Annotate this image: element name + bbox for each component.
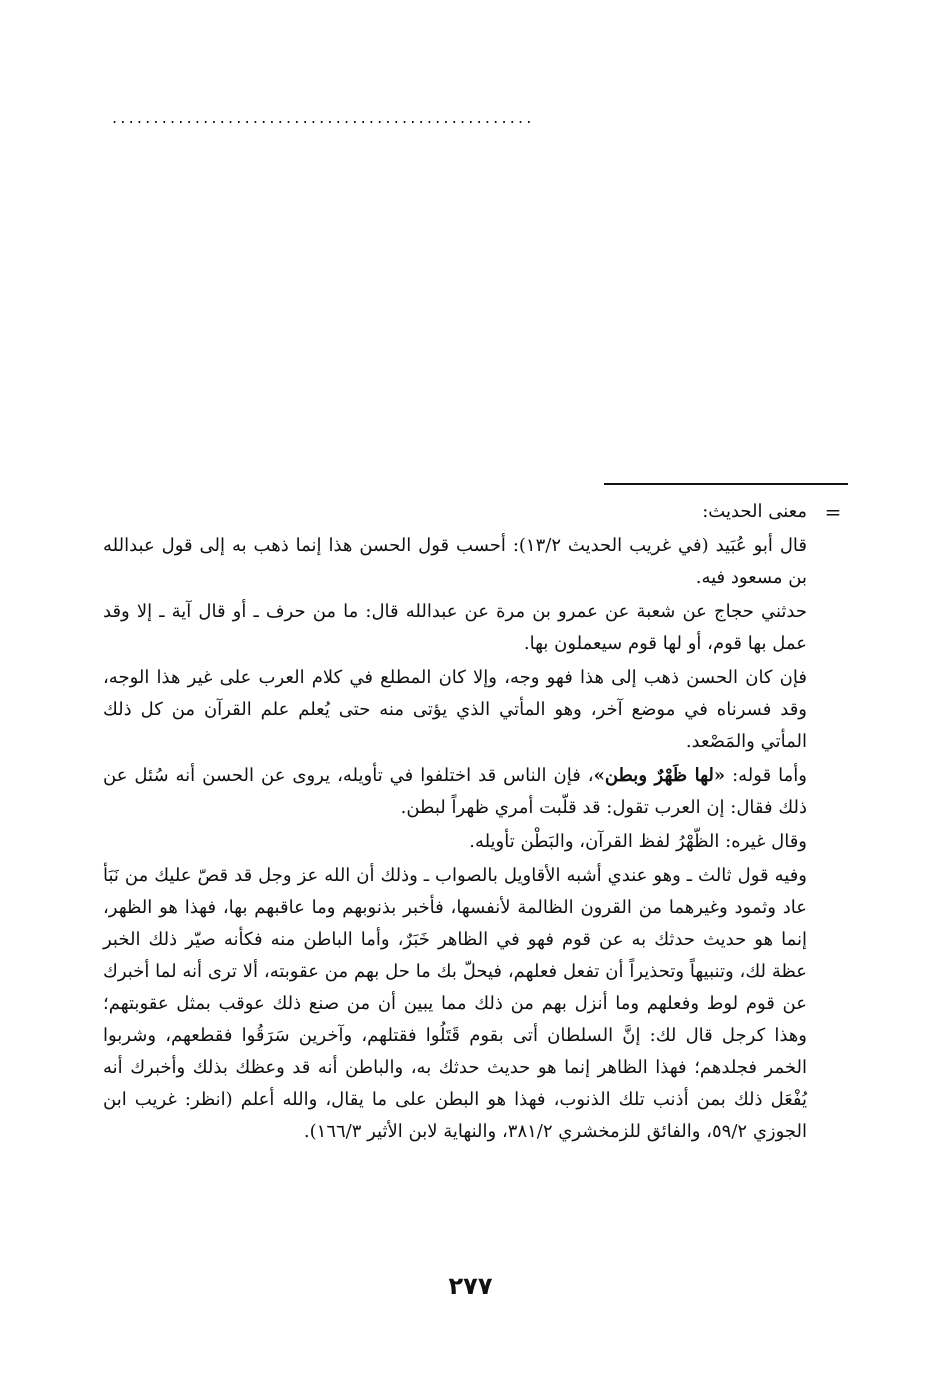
footnote-paragraph-4 <box>103 760 807 824</box>
paragraph-4-lead: وأما قوله: <box>725 765 807 786</box>
footnote-paragraph-2: حدثني حجاج عن شعبة عن عمرو بن مرة عن عبدالله قال: ما من حرف ـ أو قال آية ـ إلا وقد عمل بها قوم، أو لها قوم سيعملون بها. <box>103 601 807 654</box>
continuation-mark: = <box>824 500 842 524</box>
paragraph-4-rest: ، فإن الناس قد اختلفوا في تأويله، يروى عن الحسن أنه سُئل عن ذلك فقال: إن العرب تقول: قد قلّبت أمري ظهراً لبطن. <box>103 765 807 818</box>
dotted-separator: ................................................... <box>112 108 535 127</box>
hadith-quote: «لها ظَهْرٌ وبطن» <box>593 765 726 786</box>
footnote-paragraph-5: وقال غيره: الظّهْرُ لفظ القرآن، والبَطْن تأويله. <box>469 831 807 852</box>
footnote-heading: معنى الحديث: <box>702 501 807 522</box>
footnote-paragraph-3: فإن كان الحسن ذهب إلى هذا فهو وجه، وإلا كان المطلع في كلام العرب على غير هذا الوجه، وقد فسرناه في موضع آخر، وهو المأتي الذي يؤتى منه حتى يُعلم علم القرآن من كل ذلك المأتي والمَصْعد. <box>103 667 807 752</box>
footnote-paragraph-6: وفيه قول ثالث ـ وهو عندي أشبه الأقاويل بالصواب ـ وذلك أن الله عز وجل قد قصّ عليك من نَبَأ عاد وثمود وغيرهما من القرون الظالمة لأنفسها، فأخبر بذنوبهم وما عاقبهم بها، فهذا هو الظهر، إنما هو حديث حدثك به عن قوم فهو في الظاهر خَبَرٌ، وأما الباطن منه فكأنه صيّر ذلك الخبر عظة لك، وتنبيهاً وتحذيراً أن تفعل فعلهم، فيحلّ بك ما حل بهم من عقوبته، ألا ترى أنه لما أخبرك عن قوم لوط وفعلهم وما أنزل بهم من ذلك مما يبين أن من صنع ذلك عوقب بمثل عقوبتهم؛ وهذا كرجل قال لك: إنَّ السلطان أتى بقوم قَتَلُوا فقتلهم، وآخرين سَرَقُوا فقطعهم، وشربوا الخمر فجلدهم؛ فهذا الظاهر إنما هو حديث حدثك به، والباطن أنه قد وعظك بذلك وأخبرك أنه يُفْعَل ذلك بمن أذنب تلك الذنوب، فهذا هو البطن على ما يقال، والله أعلم (انظر: غريب ابن الجوزي ٥٩/٢، والفائق للزمخشري ٣٨١/٢، والنهاية لابن الأثير ١٦٦/٣). <box>103 865 807 1142</box>
footnote-body <box>103 496 807 1150</box>
footnote-paragraph-1: قال أبو عُبَيد (في غريب الحديث ١٣/٢): أحسب قول الحسن هذا إنما ذهب به إلى قول عبدالله بن مسعود فيه. <box>103 535 807 588</box>
footnote-rule <box>604 483 848 485</box>
page-number: ٢٧٧ <box>448 1272 493 1300</box>
